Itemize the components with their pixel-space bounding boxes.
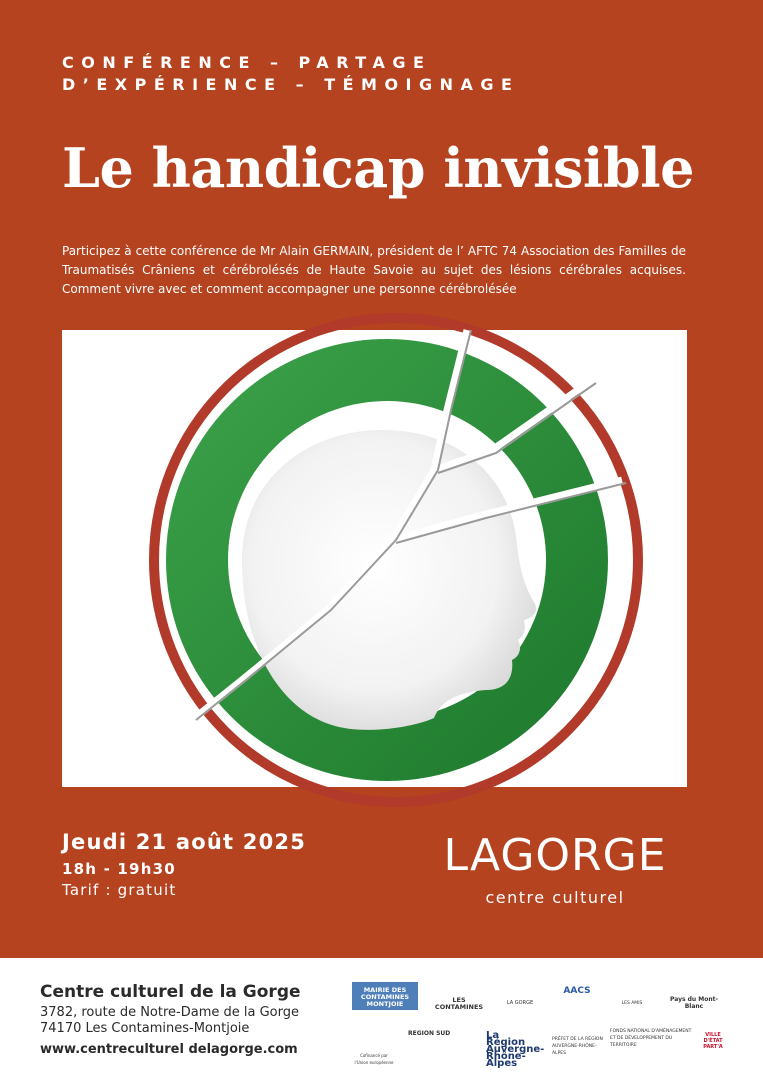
event-time: 18h - 19h30 [62, 860, 176, 878]
brand-name: LAGORGE [443, 830, 667, 881]
venue-address-line-2: 74170 Les Contamines-Montjoie [40, 1021, 250, 1036]
partner-pays-mont-blanc-logo: Pays du Mont-Blanc [669, 996, 719, 1010]
partner-amis-logo: LES AMIS [621, 1001, 643, 1006]
venue-name: Centre culturel de la Gorge [40, 982, 301, 1002]
head-silhouette [242, 430, 536, 730]
la-gorge-logo [420, 830, 690, 920]
partner-fnadt-logo: FONDS NATIONAL D'AMÉNAGEMENT ET DE DÉVELOPPEMENT DU TERRITOIRE [610, 1029, 692, 1048]
event-date: Jeudi 21 août 2025 [62, 830, 307, 854]
brand-subtitle: centre culturel [485, 888, 625, 907]
partner-mairie-logo: MAIRIE DES CONTAMINES MONTJOIE [352, 982, 418, 1010]
event-price: Tarif : gratuit [62, 881, 177, 899]
partner-eu-logo: Cofinancé par l'Union européenne [354, 1053, 394, 1065]
kicker-line-1: CONFÉRENCE – PARTAGE [62, 53, 432, 72]
partner-gorge-logo: LA GORGE [506, 1000, 534, 1006]
partner-region-sud-logo: REGION SUD [408, 1030, 451, 1037]
event-title: Le handicap invisible [62, 136, 695, 200]
partner-contamines-logo: LES CONTAMINES [434, 996, 484, 1011]
partner-aacs-logo: AACS [563, 986, 591, 996]
partner-ville-logo: VILLE D'ÉTAT PART'A [703, 1032, 723, 1050]
partner-la-region-logo: La Région Auvergne-Rhône-Alpes [486, 1030, 545, 1069]
event-image [62, 330, 687, 787]
head-ring-illustration [62, 330, 687, 787]
event-kicker [62, 52, 702, 96]
partner-prefecture-logo: PRÉFET DE LA RÉGION AUVERGNE-RHÔNE-ALPES [552, 1037, 603, 1056]
event-description: Participez à cette conférence de Mr Alain GERMAIN, président de l’ AFTC 74 Association des Familles de Traumatisés Crâniens et cérébrolésés de Haute Savoie au sujet des lésions cérébrales acquises. Comment vivre avec et comment accompagner une personne cérébrolésée [62, 244, 686, 296]
footer [0, 958, 763, 1080]
venue-address-line-1: 3782, route de Notre-Dame de la Gorge [40, 1005, 299, 1020]
kicker-line-2: D’EXPÉRIENCE – TÉMOIGNAGE [62, 75, 520, 94]
venue-website-link[interactable]: www.centreculturel delagorge.com [40, 1042, 298, 1057]
